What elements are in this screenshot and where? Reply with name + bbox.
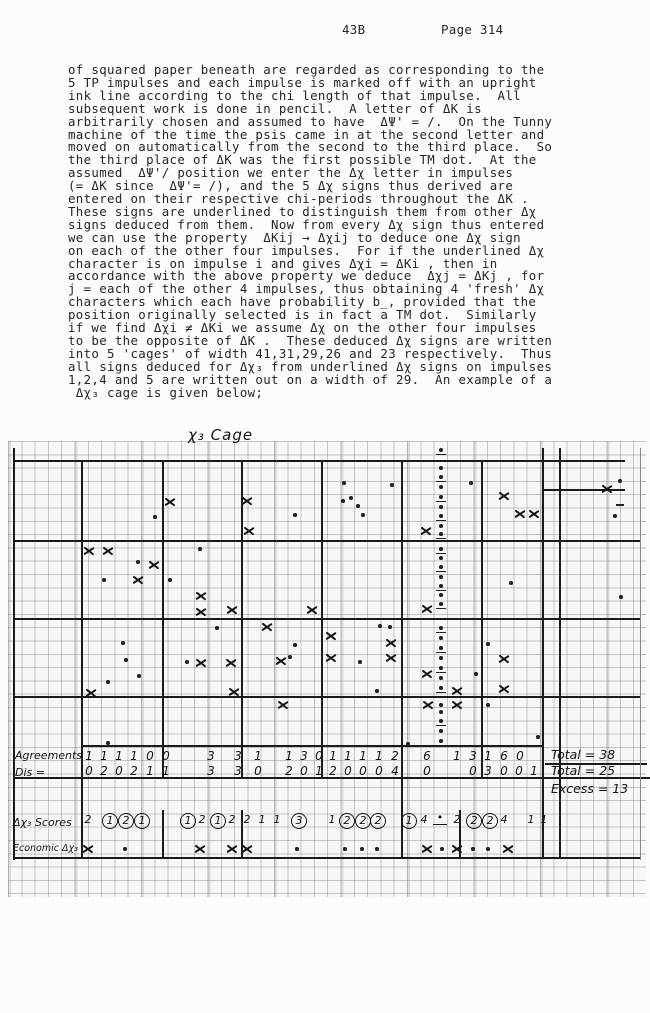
score-value-circled: 3 <box>291 813 307 829</box>
score-value: 2 <box>198 813 206 826</box>
pencil-dot <box>618 479 622 483</box>
disagreements-value: 0 <box>469 764 477 778</box>
agreements-value: 6 <box>423 749 431 763</box>
pencil-dot <box>106 741 110 745</box>
body-text-line: position originally selected is in fact a TM dot. Similarly <box>68 307 537 323</box>
agreements-value: 1 <box>329 749 337 763</box>
agreements-value: 1 <box>375 749 383 763</box>
x-mark <box>326 653 337 664</box>
score-value: 1 <box>273 813 281 826</box>
agreements-value: 0 <box>146 749 154 763</box>
cage-rule-horizontal <box>14 540 640 542</box>
pencil-dot <box>375 689 379 693</box>
pencil-dot <box>439 656 443 660</box>
x-mark <box>165 497 176 508</box>
pencil-dot <box>341 499 345 503</box>
pencil-dot <box>121 641 125 645</box>
body-text-line: These signs are underlined to distinguish them from other Δχ <box>68 203 537 219</box>
x-mark <box>196 658 207 669</box>
pencil-dot <box>185 660 189 664</box>
underlined-dot <box>439 602 443 606</box>
underlined-dot <box>439 739 443 743</box>
body-text-line: entered on their respective chi-periods throughout the ΔK . <box>68 191 529 206</box>
x-mark <box>499 684 510 695</box>
x-mark <box>133 575 144 586</box>
score-value-circled: 1 <box>134 813 150 829</box>
disagreements-value: 0 <box>375 764 383 778</box>
underlined-dot <box>439 547 443 551</box>
x-mark <box>83 844 94 855</box>
pencil-dot <box>439 575 443 579</box>
score-value-circled: 2 <box>466 813 482 829</box>
pencil-dot <box>343 847 347 851</box>
pencil-dot <box>198 547 202 551</box>
underlined-dot <box>439 626 443 630</box>
disagreements-value: 3 <box>484 764 492 778</box>
agreements-value: 1 <box>344 749 352 763</box>
disagreements-value: 0 <box>300 764 308 778</box>
score-value-circled: 2 <box>482 813 498 829</box>
disagreements-value: 3 <box>234 764 242 778</box>
x-mark <box>499 491 510 502</box>
x-mark <box>421 526 432 537</box>
score-value: 4 <box>420 813 428 826</box>
total-disagreements: Total = 25 <box>551 763 616 778</box>
pencil-dot <box>361 513 365 517</box>
disagreements-value: 2 <box>329 764 337 778</box>
pencil-dot <box>123 847 127 851</box>
pencil-dash <box>616 504 624 506</box>
score-value: 1 <box>527 813 535 826</box>
score-value: 2 <box>243 813 251 826</box>
x-mark <box>227 844 238 855</box>
agreements-value: 1 <box>254 749 262 763</box>
agreements-value: 2 <box>391 749 399 763</box>
body-text-line: moved on automatically from the second to the third place. So <box>68 139 553 155</box>
agreements-value: 3 <box>207 749 215 763</box>
scores-row-label: Δχ₃ Scores <box>13 816 72 829</box>
pencil-dot <box>215 626 219 630</box>
pencil-dot <box>349 496 353 500</box>
pencil-dot <box>378 624 382 628</box>
paper-right-edge <box>640 448 641 860</box>
agreements-value: 3 <box>234 749 242 763</box>
pencil-dot <box>486 703 490 707</box>
x-mark <box>326 631 337 642</box>
body-text-line: signs deduced from them. Now from every Δχ sign thus entered <box>68 216 545 232</box>
disagreements-value: 0 <box>515 764 523 778</box>
x-mark <box>103 546 114 557</box>
cage-rule-horizontal <box>14 460 625 462</box>
agreements-value: 1 <box>453 749 461 763</box>
pencil-dot <box>439 676 443 680</box>
pencil-dot <box>293 513 297 517</box>
squared-paper <box>8 441 646 897</box>
body-text-line: (= ΔK since ΔΨ'= /), and the 5 Δχ signs thus derived are <box>68 178 514 194</box>
cage-rule-vertical <box>401 461 403 858</box>
body-text-line: we can use the property ΔKij → Δχij to deduce one Δχ sign <box>68 229 521 245</box>
cage-rule-vertical <box>559 448 561 858</box>
pencil-dot <box>439 485 443 489</box>
x-mark <box>278 700 289 711</box>
score-value: 4 <box>500 813 508 826</box>
pencil-dot <box>375 847 379 851</box>
x-mark <box>423 700 434 711</box>
x-mark <box>503 844 514 855</box>
body-text-line: 1,2,4 and 5 are written out on a width of 29. An example of a <box>68 371 553 387</box>
pencil-dot <box>439 505 443 509</box>
body-text-line: to be the opposite of ΔK . These deduced Δχ signs are written <box>68 332 553 348</box>
x-mark <box>452 844 463 855</box>
x-mark <box>276 656 287 667</box>
score-value: 1 <box>258 813 266 826</box>
body-text-line: Δχ₃ cage is given below; <box>68 384 264 400</box>
page-number: Page 314 <box>441 22 504 37</box>
x-mark <box>452 686 463 697</box>
disagreements-value: 2 <box>285 764 293 778</box>
underlined-dot <box>439 686 443 690</box>
underlined-dot <box>439 514 443 518</box>
disagreements-value: 0 <box>359 764 367 778</box>
x-mark <box>515 509 526 520</box>
score-value: 1 <box>540 813 548 826</box>
pencil-dot <box>102 578 106 582</box>
x-mark <box>195 844 206 855</box>
agreements-value: 1 <box>130 749 138 763</box>
pencil-dot <box>288 655 292 659</box>
disagreements-value: 1 <box>146 764 154 778</box>
pencil-dot <box>356 504 360 508</box>
x-mark <box>242 844 253 855</box>
cage-rule-vertical <box>241 461 243 778</box>
body-text-line: characters which each have probability b̲, provided that the <box>68 294 537 310</box>
underlined-dot <box>439 719 443 723</box>
pencil-dot <box>469 481 473 485</box>
pencil-dot <box>342 481 346 485</box>
pencil-dot <box>619 595 623 599</box>
total-agreements: Total = 38 <box>551 747 616 762</box>
pencil-dot <box>486 847 490 851</box>
body-text-line: machine of the time the psis came in at the second letter and <box>68 126 545 142</box>
pencil-dot <box>439 556 443 560</box>
body-text-line: of squared paper beneath are regarded as corresponding to the <box>68 62 545 77</box>
disagreements-row-label: Dis = <box>15 766 45 779</box>
cage-rule-vertical <box>162 810 164 858</box>
body-text-line: ink line according to the chi length of that impulse. All <box>68 87 521 103</box>
cage-rule-vertical <box>81 461 83 858</box>
body-text-line: all signs deduced for Δχ₃ from underlined Δχ signs on impulses <box>68 358 553 374</box>
excess-value: Excess = 13 <box>551 781 629 796</box>
x-mark <box>386 653 397 664</box>
pencil-dot <box>536 735 540 739</box>
x-mark <box>244 526 255 537</box>
pencil-dot <box>106 680 110 684</box>
agreements-value: 1 <box>85 749 93 763</box>
score-value-circled: 2 <box>339 813 355 829</box>
body-text-line: j = each of the other 4 impulses, thus obtaining 4 'fresh' Δχ <box>68 281 545 297</box>
cage-rule-vertical <box>321 461 323 778</box>
agreements-value: 3 <box>300 749 308 763</box>
pencil-dot <box>439 524 443 528</box>
cage-rule-horizontal <box>14 618 640 620</box>
pencil-dot <box>406 742 410 746</box>
cage-rule-vertical <box>542 448 544 858</box>
cage-rule-horizontal <box>82 745 543 747</box>
x-mark <box>386 638 397 649</box>
x-mark <box>196 591 207 602</box>
cage-rule-vertical <box>13 448 15 860</box>
x-mark <box>86 688 97 699</box>
disagreements-value: 4 <box>391 764 399 778</box>
score-value: 2 <box>84 813 92 826</box>
score-value-circled: 2 <box>118 813 134 829</box>
score-value: 1 <box>328 813 336 826</box>
disagreements-value: 3 <box>207 764 215 778</box>
underlined-dot <box>439 584 443 588</box>
disagreements-value: 0 <box>344 764 352 778</box>
pencil-dot <box>439 593 443 597</box>
disagreements-value: 0 <box>423 764 431 778</box>
pencil-dot <box>295 847 299 851</box>
score-value-circled: 2 <box>355 813 371 829</box>
body-text-line: the third place of ΔK was the first possible TM dot. At the <box>68 152 537 168</box>
disagreements-value: 1 <box>530 764 538 778</box>
agreements-value: 1 <box>285 749 293 763</box>
pencil-dot <box>153 515 157 519</box>
pencil-dot <box>439 636 443 640</box>
pencil-dot <box>439 710 443 714</box>
pencil-dot <box>486 642 490 646</box>
underlined-dot <box>439 495 443 499</box>
pencil-dot <box>474 672 478 676</box>
pencil-dot <box>124 658 128 662</box>
score-value: 2 <box>228 813 236 826</box>
agreements-value: 0 <box>315 749 323 763</box>
x-mark <box>422 604 433 615</box>
pencil-dot <box>471 847 475 851</box>
score-value-circled: 1 <box>210 813 226 829</box>
agreements-value: 1 <box>115 749 123 763</box>
x-mark <box>227 605 238 616</box>
score-value-circled: 2 <box>370 813 386 829</box>
agreements-value: 1 <box>484 749 492 763</box>
underlined-dot <box>439 448 443 452</box>
pencil-dot <box>168 578 172 582</box>
pencil-dot <box>439 466 443 470</box>
x-mark <box>226 658 237 669</box>
agreements-row-label: Agreements <box>15 749 83 762</box>
section-number: 43B <box>342 22 366 37</box>
agreements-value: 3 <box>469 749 477 763</box>
pencil-dot <box>440 847 444 851</box>
score-value: 2 <box>453 813 461 826</box>
x-mark <box>529 509 540 520</box>
disagreements-value: 2 <box>130 764 138 778</box>
body-text-line: 5 TP impulses and each impulse is marked off with an upright <box>68 74 537 90</box>
agreements-value: 0 <box>162 749 170 763</box>
x-mark <box>422 844 433 855</box>
pencil-dot <box>293 643 297 647</box>
pencil-dot <box>439 703 443 707</box>
underlined-dot <box>439 565 443 569</box>
disagreements-value: 0 <box>115 764 123 778</box>
disagreements-value: 2 <box>100 764 108 778</box>
disagreements-value: 0 <box>254 764 262 778</box>
cage-rule-horizontal <box>14 696 640 698</box>
cage-title: χ₃ Cage <box>188 426 254 444</box>
body-text-line: accordance with the above property we deduce Δχj = ΔKj , for <box>68 268 545 284</box>
x-mark <box>242 496 253 507</box>
disagreements-value: 0 <box>85 764 93 778</box>
x-mark <box>499 654 510 665</box>
underlined-dot <box>439 475 443 479</box>
score-value-circled: 1 <box>401 813 417 829</box>
economic-row-label: Economic Δχ₃ <box>13 843 78 854</box>
pencil-dot <box>613 514 617 518</box>
body-text-line: character is on impulse i and gives Δχi = ΔKi , then in <box>68 255 498 271</box>
pencil-dot <box>358 660 362 664</box>
x-mark <box>262 622 273 633</box>
x-mark <box>149 560 160 571</box>
cage-rule-horizontal <box>14 857 640 859</box>
x-mark <box>229 687 240 698</box>
underlined-dot <box>439 532 443 536</box>
score-value: • <box>433 813 447 825</box>
underlined-dot <box>439 666 443 670</box>
body-text-line: if we find Δχi ≠ ΔKi we assume Δχ on the other four impulses <box>68 320 537 335</box>
underlined-dot <box>439 646 443 650</box>
x-mark <box>452 700 463 711</box>
pencil-dot <box>388 625 392 629</box>
disagreements-value: 1 <box>162 764 170 778</box>
disagreements-value: 0 <box>500 764 508 778</box>
pencil-dot <box>136 560 140 564</box>
cage-rule-vertical <box>162 461 164 778</box>
pencil-dot <box>439 729 443 733</box>
pencil-dot <box>137 674 141 678</box>
body-text-line: into 5 'cages' of width 41,31,29,26 and 23 respectively. Thus <box>68 345 553 361</box>
pencil-dot <box>390 483 394 487</box>
x-mark <box>307 605 318 616</box>
agreements-value: 0 <box>516 749 524 763</box>
x-mark <box>196 607 207 618</box>
score-value-circled: 1 <box>180 813 196 829</box>
cage-rule-vertical <box>481 461 483 778</box>
cage-rule-horizontal <box>543 489 625 491</box>
x-mark <box>84 546 95 557</box>
agreements-value: 1 <box>100 749 108 763</box>
disagreements-value: 1 <box>315 764 323 778</box>
agreements-value: 6 <box>500 749 508 763</box>
body-text-line: on each of the other four impulses. For if the underlined Δχ <box>68 242 545 258</box>
score-value-circled: 1 <box>102 813 118 829</box>
pencil-dot <box>360 847 364 851</box>
agreements-value: 1 <box>359 749 367 763</box>
pencil-dot <box>509 581 513 585</box>
body-text-line: arbitrarily chosen and assumed to have ΔΨ' = /. On the Tunny <box>68 113 553 129</box>
x-mark <box>422 669 433 680</box>
x-mark <box>602 484 613 495</box>
body-text-line: assumed ΔΨ'/ position we enter the Δχ letter in impulses <box>68 165 514 181</box>
body-text-line: subsequent work is done in pencil. A letter of ΔK is <box>68 100 482 116</box>
